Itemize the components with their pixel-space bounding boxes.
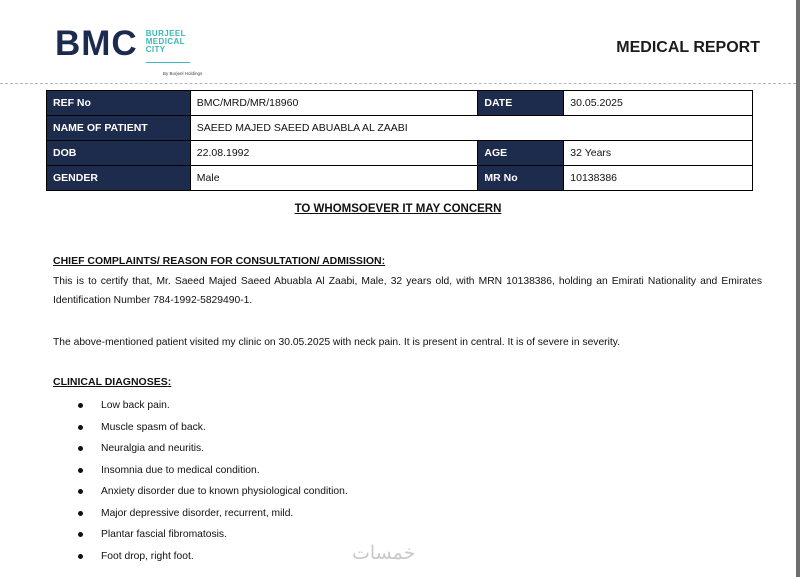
age-label: AGE [478,141,564,166]
diagnosis-text: Anxiety disorder due to known physiological condition. [101,486,348,498]
bullet-icon [78,425,83,430]
bullet-icon [78,489,83,494]
complaints-heading [53,255,385,267]
ref-label: REF No [47,91,191,116]
mrn-value: 10138386 [564,166,753,191]
date-label: DATE [478,91,564,116]
logo-sub-line: CITY [145,45,166,54]
name-label: NAME OF PATIENT [47,116,191,141]
gender-label: GENDER [47,166,191,191]
bullet-icon [78,403,83,408]
diagnoses-heading [53,376,171,388]
list-item [78,395,348,417]
table-row [47,91,753,116]
bullet-icon [78,468,83,473]
visit-paragraph: The above-mentioned patient visited my clinic on 30.05.2025 with neck pain. It is present in central. It is of severe in severity. [53,337,621,348]
table-row [47,116,753,141]
concern-title: TO WHOMSOEVER IT MAY CONCERN [294,203,502,215]
table-row [47,166,753,191]
diagnosis-text: Muscle spasm of back. [101,421,206,433]
viewer-edge [796,0,800,577]
dob-label: DOB [47,141,191,166]
diagnoses-heading-text: CLINICAL DIAGNOSES [53,376,168,388]
list-item [78,503,348,525]
heading-colon: : [381,255,386,267]
age-value: 32 Years [564,141,753,166]
bullet-icon [78,532,83,537]
diagnosis-text: Neuralgia and neuritis. [101,443,205,455]
report-title: MEDICAL REPORT [616,39,760,56]
name-value: SAEED MAJED SAEED ABUABLA AL ZAABI [190,116,752,141]
logo-mark: BMC [55,24,138,63]
diagnosis-text: Insomnia due to medical condition. [101,464,260,476]
bullet-icon [78,446,83,451]
list-item [78,481,348,503]
logo-subtitle [146,30,190,63]
list-item [78,438,348,460]
heading-colon: : [167,376,172,388]
list-item [78,546,348,568]
diagnosis-text: Major depressive disorder, recurrent, mild. [101,507,294,519]
bullet-icon [78,511,83,516]
logo-sub-line: BURJEEL [145,29,186,38]
list-item [78,524,348,546]
logo-holding-text: By Burjeel Holdings [163,71,203,76]
watermark: خمسات [352,542,416,564]
diagnoses-list [78,395,348,567]
dob-value: 22.08.1992 [190,141,478,166]
logo-sub-line: MEDICAL [145,37,185,46]
list-item [78,417,348,439]
diagnosis-text: Foot drop, right foot. [101,550,194,562]
mrn-label: MR No [478,166,564,191]
header-divider [0,83,796,84]
diagnosis-text: Plantar fascial fibromatosis. [101,529,227,541]
bmc-logo [55,24,203,76]
certify-paragraph: This is to certify that, Mr. Saeed Majed Saeed Abuabla Al Zaabi, Male, 32 years old, with MRN 10138386, holding an Emirati Nationality and Emirates Identification Number 784-1992-5829490-1. [53,276,762,306]
complaints-heading-text: CHIEF COMPLAINTS/ REASON FOR CONSULTATION/ ADMISSION [53,255,382,267]
logo-divider [146,62,190,63]
bullet-icon [78,554,83,559]
gender-value: Male [190,166,478,191]
list-item [78,460,348,482]
ref-value: BMC/MRD/MR/18960 [190,91,478,116]
table-row [47,141,753,166]
patient-info-table [46,90,753,191]
date-value: 30.05.2025 [564,91,753,116]
diagnosis-text: Low back pain. [101,400,170,412]
